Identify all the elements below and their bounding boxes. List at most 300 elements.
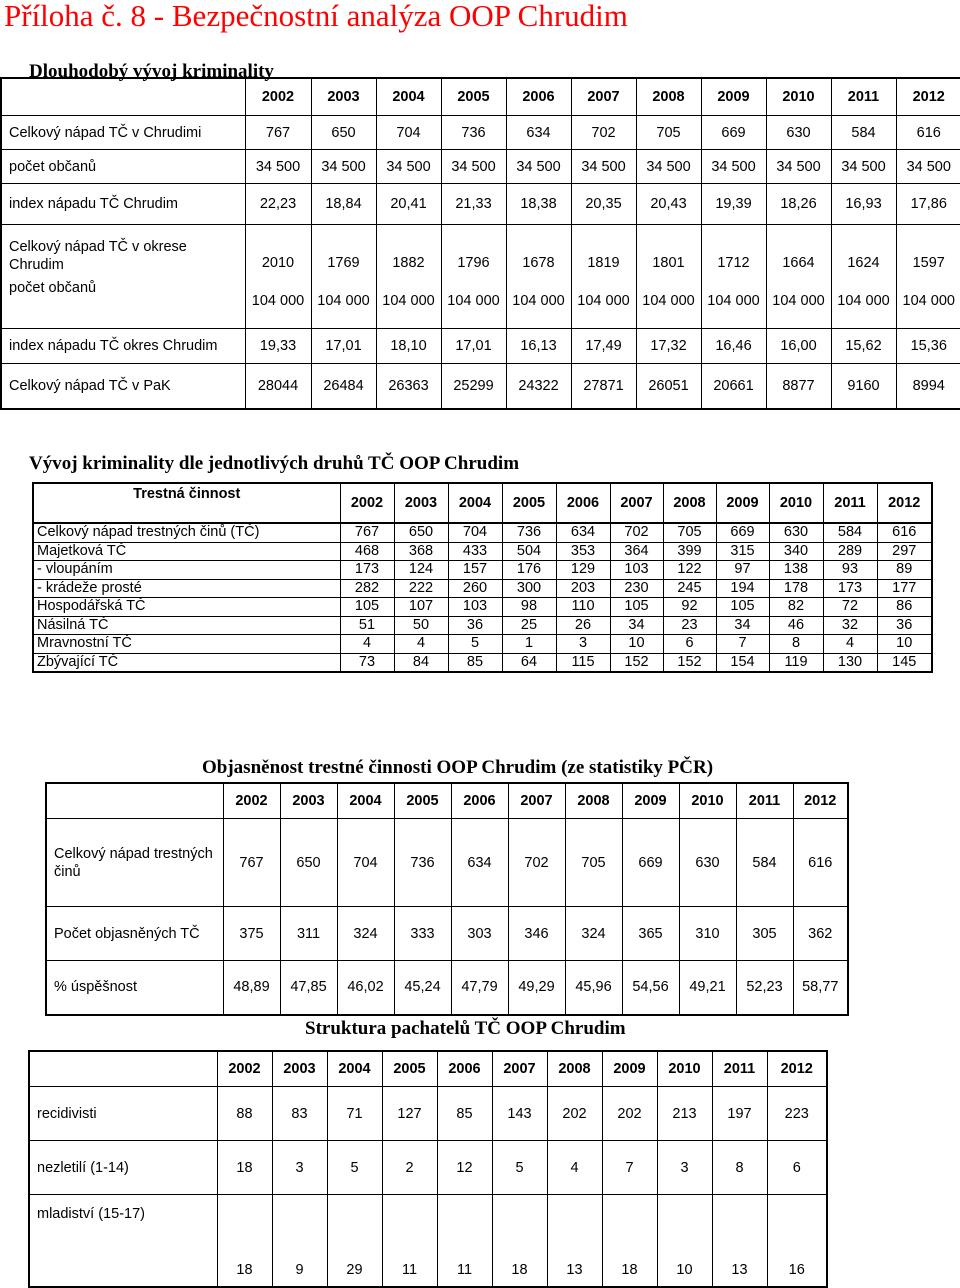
table-cell: 178 xyxy=(769,579,823,598)
table-cell: 36 xyxy=(448,616,502,635)
table-row xyxy=(33,635,932,654)
table-cell: 104 000 xyxy=(311,274,376,329)
table-cell: 468 xyxy=(340,542,394,561)
table-cell: 305 xyxy=(736,907,793,961)
table-cell: 705 xyxy=(565,819,622,907)
year-header: 2002 xyxy=(245,78,311,116)
table-cell: 213 xyxy=(657,1087,712,1141)
table-cell: 17,49 xyxy=(571,329,636,364)
table-cell: 704 xyxy=(376,116,441,150)
year-header: 2010 xyxy=(769,483,823,523)
year-header: 2005 xyxy=(394,783,451,819)
table-cell: 104 000 xyxy=(506,274,571,329)
year-header: 2009 xyxy=(716,483,769,523)
table-row xyxy=(46,961,848,1015)
table-cell: 705 xyxy=(663,523,716,542)
table-cell: 26051 xyxy=(636,364,701,410)
row-label: Počet objasněných TČ xyxy=(46,907,223,961)
table-cell: 12 xyxy=(437,1141,492,1195)
table-row xyxy=(33,523,932,542)
table-cell: 650 xyxy=(280,819,337,907)
table-cell: 104 000 xyxy=(831,274,896,329)
table-cell: 105 xyxy=(716,598,769,617)
year-header: 2009 xyxy=(602,1051,657,1087)
table-cell: 82 xyxy=(769,598,823,617)
table-cell: 173 xyxy=(823,579,877,598)
table-cell: 34 500 xyxy=(441,150,506,184)
table-cell: 34 500 xyxy=(245,150,311,184)
table-cell: 504 xyxy=(502,542,556,561)
section-title-crime-types: Vývoj kriminality dle jednotlivých druhů TČ OOP Chrudim xyxy=(29,453,520,474)
year-header: 2010 xyxy=(766,78,831,116)
table-cell: 311 xyxy=(280,907,337,961)
table-row xyxy=(33,616,932,635)
year-header: 2004 xyxy=(376,78,441,116)
table-cell: 7 xyxy=(602,1141,657,1195)
table-cell: 34 500 xyxy=(311,150,376,184)
header-label: Trestná činnost xyxy=(33,483,340,523)
table-cell: 16 xyxy=(767,1195,827,1287)
row-label: Zbývající TČ xyxy=(33,653,340,672)
table-cell: 1796 xyxy=(441,225,506,275)
row-label: Hospodářská TČ xyxy=(33,598,340,617)
offender-structure-table xyxy=(28,1050,828,1288)
table-cell: 32 xyxy=(823,616,877,635)
table-cell: 17,01 xyxy=(441,329,506,364)
table-cell: 16,46 xyxy=(701,329,766,364)
table-cell: 705 xyxy=(636,116,701,150)
year-header: 2003 xyxy=(280,783,337,819)
year-header: 2012 xyxy=(793,783,848,819)
table-row xyxy=(33,579,932,598)
table-cell: 73 xyxy=(340,653,394,672)
table-cell: 18 xyxy=(217,1195,272,1287)
table-cell: 300 xyxy=(502,579,556,598)
table-header-row xyxy=(1,78,960,116)
table-header-row xyxy=(29,1051,827,1087)
year-header: 2002 xyxy=(340,483,394,523)
table-cell: 25 xyxy=(502,616,556,635)
table-cell: 27871 xyxy=(571,364,636,410)
table-cell: 138 xyxy=(769,561,823,580)
table-row xyxy=(1,116,960,150)
table-row xyxy=(29,1087,827,1141)
row-label: Celkový nápad TČ v PaK xyxy=(1,364,245,410)
table-row xyxy=(29,1195,827,1287)
year-header: 2011 xyxy=(736,783,793,819)
row-label: Celkový nápad trestných činů (TČ) xyxy=(33,523,340,542)
table-cell: 704 xyxy=(448,523,502,542)
year-header: 2010 xyxy=(679,783,736,819)
table-cell: 145 xyxy=(877,653,932,672)
table-cell: 104 000 xyxy=(896,274,960,329)
table-cell: 54,56 xyxy=(622,961,679,1015)
table-cell: 260 xyxy=(448,579,502,598)
table-cell: 702 xyxy=(571,116,636,150)
year-header: 2005 xyxy=(441,78,506,116)
table-cell: 15,36 xyxy=(896,329,960,364)
table-cell: 5 xyxy=(327,1141,382,1195)
clearance-table xyxy=(45,782,849,1016)
table-cell: 584 xyxy=(736,819,793,907)
table-cell: 616 xyxy=(877,523,932,542)
table-row xyxy=(29,1141,827,1195)
table-cell: 18 xyxy=(602,1195,657,1287)
table-cell: 669 xyxy=(622,819,679,907)
row-label: index nápadu TČ okres Chrudim xyxy=(1,329,245,364)
table-cell: 84 xyxy=(394,653,448,672)
table-row xyxy=(33,653,932,672)
table-cell: 104 000 xyxy=(441,274,506,329)
year-header: 2005 xyxy=(382,1051,437,1087)
year-header: 2002 xyxy=(217,1051,272,1087)
table-cell: 202 xyxy=(547,1087,602,1141)
table-cell: 16,13 xyxy=(506,329,571,364)
table-cell: 10 xyxy=(610,635,663,654)
table-cell: 365 xyxy=(622,907,679,961)
table-cell: 9 xyxy=(272,1195,327,1287)
table-cell: 20,43 xyxy=(636,184,701,225)
year-header: 2003 xyxy=(272,1051,327,1087)
table-row xyxy=(33,542,932,561)
section-title-long-term: Dlouhodobý vývoj kriminality xyxy=(29,61,274,82)
table-cell: 48,89 xyxy=(223,961,280,1015)
table-cell: 51 xyxy=(340,616,394,635)
table-cell: 289 xyxy=(823,542,877,561)
table-cell: 152 xyxy=(663,653,716,672)
table-row xyxy=(1,329,960,364)
table-cell: 5 xyxy=(448,635,502,654)
table-cell: 4 xyxy=(547,1141,602,1195)
table-header-row xyxy=(33,483,932,523)
table-cell: 85 xyxy=(448,653,502,672)
table-cell: 303 xyxy=(451,907,508,961)
table-cell: 46 xyxy=(769,616,823,635)
table-cell: 110 xyxy=(556,598,610,617)
table-cell: 362 xyxy=(793,907,848,961)
table-cell: 346 xyxy=(508,907,565,961)
table-cell: 176 xyxy=(502,561,556,580)
table-row xyxy=(33,561,932,580)
year-header: 2009 xyxy=(622,783,679,819)
table-cell: 157 xyxy=(448,561,502,580)
table-cell: 2010 xyxy=(245,225,311,275)
table-cell: 34 500 xyxy=(831,150,896,184)
table-cell: 26484 xyxy=(311,364,376,410)
table-cell: 98 xyxy=(502,598,556,617)
year-header: 2009 xyxy=(701,78,766,116)
table-cell: 584 xyxy=(823,523,877,542)
table-cell: 767 xyxy=(340,523,394,542)
table-cell: 736 xyxy=(502,523,556,542)
table-cell: 630 xyxy=(769,523,823,542)
table-cell: 3 xyxy=(272,1141,327,1195)
table-cell: 8877 xyxy=(766,364,831,410)
row-label: recidivisti xyxy=(29,1087,217,1141)
table-cell: 50 xyxy=(394,616,448,635)
table-cell: 17,32 xyxy=(636,329,701,364)
table-cell: 21,33 xyxy=(441,184,506,225)
table-cell: 34 500 xyxy=(636,150,701,184)
year-header: 2010 xyxy=(657,1051,712,1087)
table-cell: 85 xyxy=(437,1087,492,1141)
table-cell: 353 xyxy=(556,542,610,561)
table-cell: 17,86 xyxy=(896,184,960,225)
table-cell: 152 xyxy=(610,653,663,672)
table-cell: 669 xyxy=(716,523,769,542)
row-label: Majetková TČ xyxy=(33,542,340,561)
year-header: 2011 xyxy=(823,483,877,523)
table-cell: 47,85 xyxy=(280,961,337,1015)
table-cell: 104 000 xyxy=(701,274,766,329)
table-cell: 16,93 xyxy=(831,184,896,225)
table-row xyxy=(1,225,960,275)
year-header: 2003 xyxy=(311,78,376,116)
table-cell: 24322 xyxy=(506,364,571,410)
table-cell: 18,10 xyxy=(376,329,441,364)
table-cell: 49,21 xyxy=(679,961,736,1015)
year-header: 2008 xyxy=(565,783,622,819)
row-label: nezletilí (1-14) xyxy=(29,1141,217,1195)
table-cell: 20,35 xyxy=(571,184,636,225)
table-cell: 104 000 xyxy=(571,274,636,329)
table-cell: 315 xyxy=(716,542,769,561)
table-cell: 1769 xyxy=(311,225,376,275)
table-cell: 4 xyxy=(823,635,877,654)
table-cell: 8 xyxy=(712,1141,767,1195)
table-cell: 2 xyxy=(382,1141,437,1195)
year-header: 2006 xyxy=(437,1051,492,1087)
table-cell: 8 xyxy=(769,635,823,654)
table-cell: 92 xyxy=(663,598,716,617)
table-cell: 93 xyxy=(823,561,877,580)
table-cell: 154 xyxy=(716,653,769,672)
year-header: 2005 xyxy=(502,483,556,523)
table-cell: 58,77 xyxy=(793,961,848,1015)
table-cell: 736 xyxy=(441,116,506,150)
table-cell: 324 xyxy=(565,907,622,961)
table-cell: 103 xyxy=(610,561,663,580)
table-cell: 104 000 xyxy=(636,274,701,329)
table-cell: 634 xyxy=(451,819,508,907)
table-cell: 297 xyxy=(877,542,932,561)
table-cell: 616 xyxy=(896,116,960,150)
table-cell: 1664 xyxy=(766,225,831,275)
table-cell: 1597 xyxy=(896,225,960,275)
table-cell: 18,38 xyxy=(506,184,571,225)
table-cell: 616 xyxy=(793,819,848,907)
table-cell: 104 000 xyxy=(376,274,441,329)
row-label: počet občanů xyxy=(1,274,245,329)
year-header: 2012 xyxy=(877,483,932,523)
table-cell: 25299 xyxy=(441,364,506,410)
table-row xyxy=(46,819,848,907)
table-cell: 36 xyxy=(877,616,932,635)
year-header: 2004 xyxy=(448,483,502,523)
table-cell: 630 xyxy=(679,819,736,907)
row-label: Celkový nápad TČ v okrese Chrudim xyxy=(1,225,245,275)
table-cell: 18,84 xyxy=(311,184,376,225)
year-header: 2011 xyxy=(831,78,896,116)
table-cell: 10 xyxy=(877,635,932,654)
table-cell: 34 500 xyxy=(571,150,636,184)
table-cell: 4 xyxy=(394,635,448,654)
table-cell: 1624 xyxy=(831,225,896,275)
table-cell: 127 xyxy=(382,1087,437,1141)
table-cell: 15,62 xyxy=(831,329,896,364)
row-label: - vloupáním xyxy=(33,561,340,580)
table-cell: 202 xyxy=(602,1087,657,1141)
table-cell: 767 xyxy=(223,819,280,907)
table-cell: 124 xyxy=(394,561,448,580)
year-header: 2012 xyxy=(896,78,960,116)
table-cell: 177 xyxy=(877,579,932,598)
table-cell: 173 xyxy=(340,561,394,580)
table-cell: 245 xyxy=(663,579,716,598)
table-cell: 34 500 xyxy=(766,150,831,184)
table-cell: 45,96 xyxy=(565,961,622,1015)
table-cell: 17,01 xyxy=(311,329,376,364)
table-cell: 34 xyxy=(716,616,769,635)
table-cell: 4 xyxy=(340,635,394,654)
table-cell: 19,39 xyxy=(701,184,766,225)
table-cell: 18 xyxy=(492,1195,547,1287)
table-cell: 34 xyxy=(610,616,663,635)
table-cell: 3 xyxy=(556,635,610,654)
table-cell: 364 xyxy=(610,542,663,561)
table-cell: 399 xyxy=(663,542,716,561)
table-cell: 83 xyxy=(272,1087,327,1141)
year-header: 2006 xyxy=(506,78,571,116)
row-label: počet občanů xyxy=(1,150,245,184)
table-cell: 8994 xyxy=(896,364,960,410)
table-cell: 46,02 xyxy=(337,961,394,1015)
crime-types-table xyxy=(32,482,933,673)
table-row xyxy=(1,184,960,225)
year-header: 2008 xyxy=(636,78,701,116)
table-cell: 282 xyxy=(340,579,394,598)
table-cell: 47,79 xyxy=(451,961,508,1015)
table-row xyxy=(46,907,848,961)
table-cell: 20661 xyxy=(701,364,766,410)
table-cell: 1801 xyxy=(636,225,701,275)
row-label: index nápadu TČ Chrudim xyxy=(1,184,245,225)
table-row xyxy=(1,274,960,329)
header-empty-cell xyxy=(46,783,223,819)
table-cell: 634 xyxy=(506,116,571,150)
table-cell: 34 500 xyxy=(506,150,571,184)
table-cell: 26 xyxy=(556,616,610,635)
table-cell: 105 xyxy=(610,598,663,617)
table-cell: 736 xyxy=(394,819,451,907)
table-cell: 230 xyxy=(610,579,663,598)
table-cell: 5 xyxy=(492,1141,547,1195)
table-cell: 9160 xyxy=(831,364,896,410)
table-cell: 23 xyxy=(663,616,716,635)
table-cell: 1882 xyxy=(376,225,441,275)
section-title-offender-structure: Struktura pachatelů TČ OOP Chrudim xyxy=(305,1018,626,1039)
table-row xyxy=(1,364,960,410)
table-cell: 584 xyxy=(831,116,896,150)
year-header: 2008 xyxy=(547,1051,602,1087)
table-cell: 223 xyxy=(767,1087,827,1141)
table-cell: 6 xyxy=(767,1141,827,1195)
table-cell: 88 xyxy=(217,1087,272,1141)
table-cell: 34 500 xyxy=(701,150,766,184)
table-row xyxy=(1,150,960,184)
table-cell: 86 xyxy=(877,598,932,617)
table-cell: 194 xyxy=(716,579,769,598)
table-cell: 702 xyxy=(508,819,565,907)
table-cell: 122 xyxy=(663,561,716,580)
table-cell: 115 xyxy=(556,653,610,672)
table-cell: 222 xyxy=(394,579,448,598)
year-header: 2007 xyxy=(571,78,636,116)
table-cell: 333 xyxy=(394,907,451,961)
long-term-crime-table xyxy=(0,77,960,410)
table-cell: 13 xyxy=(712,1195,767,1287)
table-cell: 310 xyxy=(679,907,736,961)
table-cell: 1819 xyxy=(571,225,636,275)
table-cell: 368 xyxy=(394,542,448,561)
table-cell: 34 500 xyxy=(896,150,960,184)
row-label: Násilná TČ xyxy=(33,616,340,635)
table-cell: 19,33 xyxy=(245,329,311,364)
table-cell: 104 000 xyxy=(766,274,831,329)
header-empty-cell xyxy=(29,1051,217,1087)
table-cell: 29 xyxy=(327,1195,382,1287)
year-header: 2008 xyxy=(663,483,716,523)
table-cell: 18,26 xyxy=(766,184,831,225)
row-label: Celkový nápad TČ v Chrudimi xyxy=(1,116,245,150)
table-header-row xyxy=(46,783,848,819)
table-cell: 634 xyxy=(556,523,610,542)
table-cell: 669 xyxy=(701,116,766,150)
table-cell: 16,00 xyxy=(766,329,831,364)
year-header: 2007 xyxy=(492,1051,547,1087)
table-cell: 1 xyxy=(502,635,556,654)
table-cell: 11 xyxy=(382,1195,437,1287)
table-cell: 28044 xyxy=(245,364,311,410)
page-title: Příloha č. 8 - Bezpečnostní analýza OOP Chrudim xyxy=(4,0,628,33)
year-header: 2006 xyxy=(451,783,508,819)
year-header: 2007 xyxy=(610,483,663,523)
table-cell: 45,24 xyxy=(394,961,451,1015)
year-header: 2002 xyxy=(223,783,280,819)
table-cell: 13 xyxy=(547,1195,602,1287)
table-cell: 34 500 xyxy=(376,150,441,184)
table-cell: 52,23 xyxy=(736,961,793,1015)
table-cell: 203 xyxy=(556,579,610,598)
table-cell: 20,41 xyxy=(376,184,441,225)
table-cell: 6 xyxy=(663,635,716,654)
table-cell: 26363 xyxy=(376,364,441,410)
table-cell: 433 xyxy=(448,542,502,561)
table-cell: 704 xyxy=(337,819,394,907)
row-label: % úspěšnost xyxy=(46,961,223,1015)
table-cell: 104 000 xyxy=(245,274,311,329)
table-row xyxy=(33,598,932,617)
year-header: 2004 xyxy=(337,783,394,819)
table-cell: 10 xyxy=(657,1195,712,1287)
table-cell: 7 xyxy=(716,635,769,654)
table-cell: 3 xyxy=(657,1141,712,1195)
table-cell: 97 xyxy=(716,561,769,580)
table-cell: 1678 xyxy=(506,225,571,275)
table-cell: 105 xyxy=(340,598,394,617)
table-cell: 22,23 xyxy=(245,184,311,225)
table-cell: 119 xyxy=(769,653,823,672)
